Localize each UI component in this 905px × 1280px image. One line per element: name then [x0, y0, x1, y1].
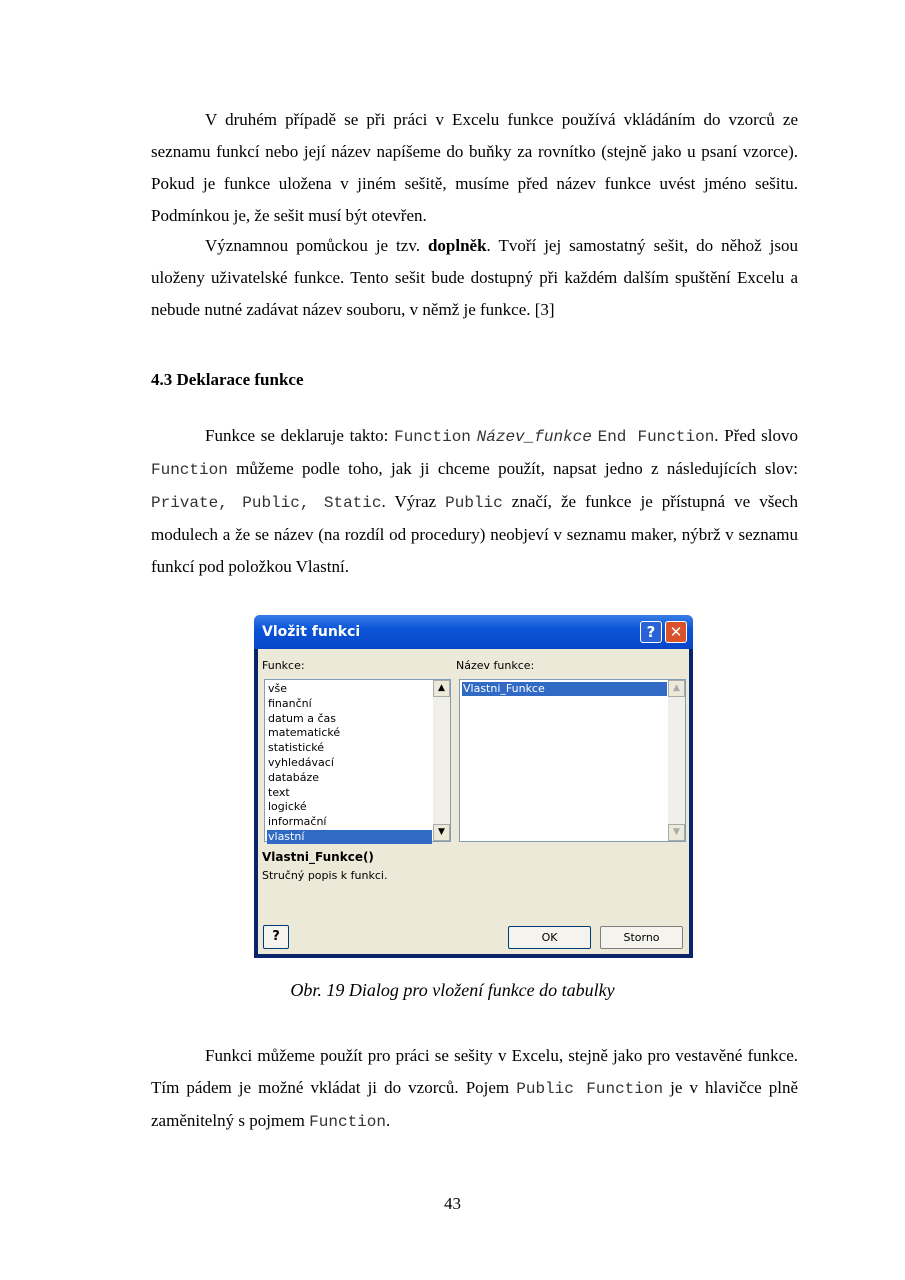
help-icon[interactable]: ?	[640, 621, 662, 643]
category-item[interactable]: vlastní	[267, 830, 432, 844]
figure-caption: Obr. 19 Dialog pro vložení funkce do tabulky	[290, 980, 615, 1000]
scroll-up-icon[interactable]: ▲	[433, 680, 450, 697]
scroll-down-icon[interactable]: ▼	[668, 824, 685, 841]
category-item[interactable]: databáze	[268, 770, 320, 784]
p3-code-end: End Function	[597, 428, 715, 446]
p3-text-1: Funkce se deklaruje takto:	[205, 426, 395, 445]
functions-label: Funkce:	[262, 659, 305, 672]
category-item[interactable]: matematické	[268, 726, 341, 740]
paragraph-4	[151, 1040, 798, 1138]
category-item[interactable]: datum a čas	[268, 711, 336, 725]
category-item[interactable]: vyhledávací	[268, 756, 334, 769]
paragraph-2-text-a: Významnou pomůckou je tzv.	[205, 236, 428, 255]
category-item[interactable]: text	[268, 785, 290, 799]
function-name-item[interactable]: Vlastni_Funkce	[462, 682, 667, 696]
function-scrollbar[interactable]	[668, 680, 685, 841]
category-item[interactable]: statistické	[268, 741, 325, 755]
p3-code-function-2: Function	[151, 461, 228, 479]
dialog-titlebar	[254, 615, 693, 649]
p3-text-4: . Výraz	[381, 492, 446, 511]
function-name-listbox[interactable]	[459, 679, 686, 842]
p4-code-function: Function	[309, 1113, 386, 1131]
p3-code-public: Public	[445, 494, 503, 512]
cancel-button[interactable]: Storno	[600, 926, 683, 949]
p3-text-3: můžeme podle toho, jak ji chceme použít, napsat jedno z následujících slov:	[227, 459, 798, 478]
function-description: Stručný popis k funkci.	[262, 869, 388, 882]
paragraph-2-bold: doplněk	[427, 236, 487, 255]
dialog-body	[258, 649, 689, 954]
p4-text-2: je v hlavičce plně zaměnitelný s pojmem	[151, 1078, 798, 1130]
category-item[interactable]: logické	[268, 800, 307, 814]
category-item[interactable]: finanční	[268, 696, 312, 710]
help-button[interactable]: ?	[263, 925, 289, 949]
p3-code-name: Název_funkce	[476, 428, 592, 446]
paragraph-3	[151, 420, 798, 583]
ok-button[interactable]: OK	[508, 926, 591, 949]
scroll-down-icon[interactable]: ▼	[433, 824, 450, 841]
p3-code-function: Function	[394, 428, 471, 446]
p3-text-2: . Před slovo	[714, 426, 799, 445]
p4-code-public-function: Public Function	[516, 1080, 664, 1098]
dialog-title: Vložit funkci	[262, 624, 361, 640]
page-number: 43	[444, 1194, 461, 1213]
p3-text-5: značí, že funkce je přístupná ve všech modulech a že se název (na rozdíl od procedury) neobjeví v seznamu maker, nýbrž v seznamu funkcí pod položkou Vlastní.	[151, 492, 798, 576]
close-icon[interactable]: ✕	[665, 621, 687, 643]
function-name-label: Název funkce:	[456, 659, 535, 672]
category-item[interactable]: informační	[268, 815, 327, 829]
p4-text-1: Funkci můžeme použít pro práci se sešity v Excelu, stejně jako pro vestavěné funkce. Tím pádem je možné vkládat ji do vzorců. Pojem	[151, 1046, 798, 1097]
paragraph-2	[151, 230, 798, 326]
category-listbox[interactable]	[264, 679, 451, 842]
p3-code-keywords: Private, Public, Static	[151, 494, 382, 512]
category-item[interactable]: vše	[268, 682, 288, 695]
paragraph-1: V druhém případě se při práci v Excelu funkce používá vkládáním do vzorců ze seznamu funkcí nebo její název napíšeme do buňky za rovnítko (stejně jako u psaní vzorce). Pokud je funkce uložena v jiném sešitě, musíme před název funkce uvést jméno sešitu. Podmínkou je, že sešit musí být otevřen.	[151, 110, 798, 225]
paragraph-2-text-c: . Tvoří jej samostatný sešit, do něhož jsou uloženy uživatelské funkce. Tento sešit bude dostupný při každém dalším spuštění Excelu a nebude nutné zadávat název souboru, v němž je funkce. [3]	[151, 236, 798, 319]
category-scrollbar[interactable]	[433, 680, 450, 841]
section-heading: 4.3 Deklarace funkce	[151, 370, 304, 389]
function-signature: Vlastni_Funkce()	[262, 850, 374, 864]
scroll-up-icon[interactable]: ▲	[668, 680, 685, 697]
insert-function-dialog	[254, 615, 693, 958]
p4-text-3: .	[385, 1111, 391, 1130]
